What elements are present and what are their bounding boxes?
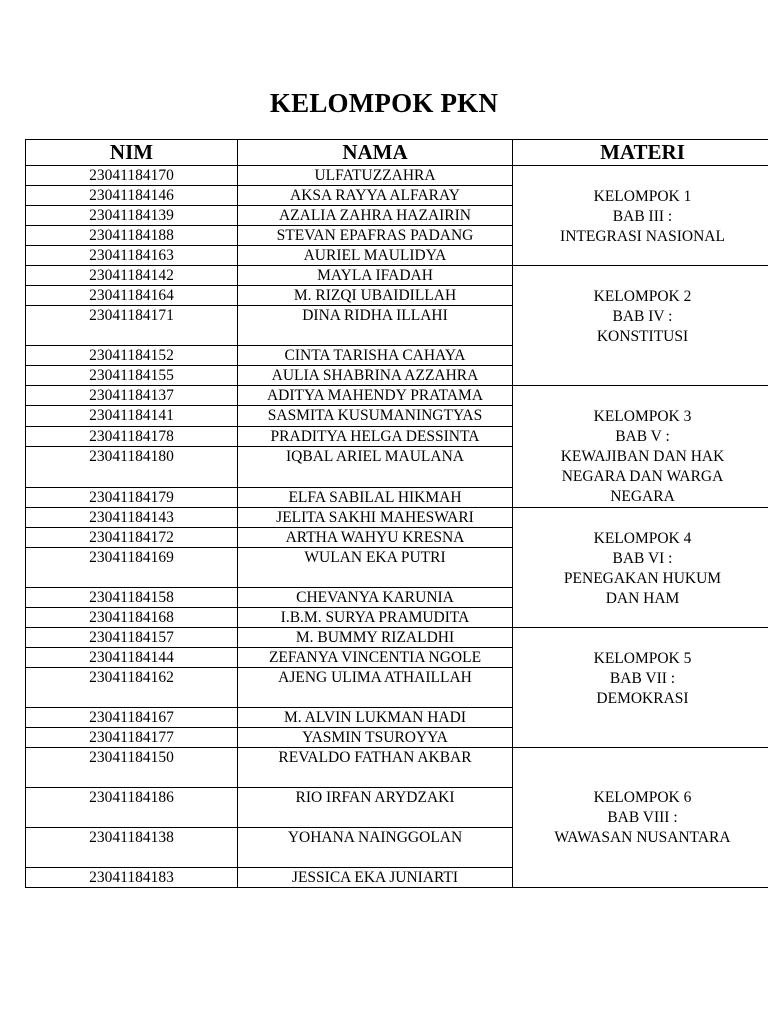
header-nama: NAMA xyxy=(238,140,513,166)
nim-cell: 23041184150 xyxy=(26,748,238,788)
materi-line: KELOMPOK 3 xyxy=(593,408,692,425)
table-body xyxy=(26,166,768,888)
materi-line: KELOMPOK 6 xyxy=(593,788,692,806)
nama-cell: JELITA SAKHI MAHESWARI xyxy=(238,508,513,528)
nama-cell: DINA RIDHA ILLAHI xyxy=(238,306,513,346)
materi-line: NEGARA xyxy=(610,488,675,505)
nim-cell: 23041184139 xyxy=(26,206,238,226)
table-row xyxy=(26,628,768,648)
nama-cell: MAYLA IFADAH xyxy=(238,266,513,286)
nama-cell: AJENG ULIMA ATHAILLAH xyxy=(238,668,513,708)
materi-line: BAB V : xyxy=(615,428,670,445)
materi-line: BAB VI : xyxy=(612,550,673,567)
nim-cell: 23041184178 xyxy=(26,426,238,446)
nama-cell: YOHANA NAINGGOLAN xyxy=(238,828,513,868)
nim-cell: 23041184177 xyxy=(26,728,238,748)
materi-cell xyxy=(513,266,768,386)
nim-cell: 23041184186 xyxy=(26,788,238,828)
nim-cell: 23041184183 xyxy=(26,868,238,888)
nama-cell: ULFATUZZAHRA xyxy=(238,166,513,186)
header-nim: NIM xyxy=(26,140,238,166)
materi-line: WAWASAN NUSANTARA xyxy=(554,828,731,846)
nim-cell: 23041184179 xyxy=(26,487,238,507)
nama-cell: AKSA RAYYA ALFARAY xyxy=(238,186,513,206)
nama-cell: CINTA TARISHA CAHAYA xyxy=(238,346,513,366)
nama-cell: ELFA SABILAL HIKMAH xyxy=(238,487,513,507)
nama-cell: YASMIN TSUROYYA xyxy=(238,728,513,748)
nama-cell: ZEFANYA VINCENTIA NGOLE xyxy=(238,648,513,668)
table-row xyxy=(26,166,768,186)
nama-cell: CHEVANYA KARUNIA xyxy=(238,588,513,608)
nim-cell: 23041184180 xyxy=(26,446,238,487)
nim-cell: 23041184162 xyxy=(26,668,238,708)
nama-cell: RIO IRFAN ARYDZAKI xyxy=(238,788,513,828)
nim-cell: 23041184168 xyxy=(26,608,238,628)
nama-cell: M. ALVIN LUKMAN HADI xyxy=(238,708,513,728)
nim-cell: 23041184171 xyxy=(26,306,238,346)
materi-cell xyxy=(513,508,768,628)
nim-cell: 23041184169 xyxy=(26,548,238,588)
group-table xyxy=(25,139,768,888)
nim-cell: 23041184152 xyxy=(26,346,238,366)
nama-cell: PRADITYA HELGA DESSINTA xyxy=(238,426,513,446)
nim-cell: 23041184144 xyxy=(26,648,238,668)
materi-cell xyxy=(513,748,768,888)
nama-cell: ARTHA WAHYU KRESNA xyxy=(238,528,513,548)
nama-cell: SASMITA KUSUMANINGTYAS xyxy=(238,406,513,426)
page-title: KELOMPOK PKN xyxy=(269,88,499,118)
nim-cell: 23041184167 xyxy=(26,708,238,728)
materi-line: BAB III : xyxy=(612,208,673,225)
nama-cell: AULIA SHABRINA AZZAHRA xyxy=(238,366,513,386)
nim-cell: 23041184188 xyxy=(26,226,238,246)
materi-line: INTEGRASI NASIONAL xyxy=(560,228,725,245)
table-row xyxy=(26,748,768,788)
materi-line: KELOMPOK 1 xyxy=(593,188,692,205)
nim-cell: 23041184163 xyxy=(26,246,238,266)
materi-line: BAB VIII : xyxy=(607,808,678,826)
materi-line: DEMOKRASI xyxy=(596,690,689,707)
materi-cell xyxy=(513,628,768,748)
materi-cell xyxy=(513,166,768,266)
nama-cell: I.B.M. SURYA PRAMUDITA xyxy=(238,608,513,628)
nama-cell: IQBAL ARIEL MAULANA xyxy=(238,446,513,487)
nim-cell: 23041184157 xyxy=(26,628,238,648)
materi-line: KELOMPOK 4 xyxy=(593,530,692,547)
nama-cell: M. BUMMY RIZALDHI xyxy=(238,628,513,648)
nim-cell: 23041184141 xyxy=(26,406,238,426)
nim-cell: 23041184142 xyxy=(26,266,238,286)
nama-cell: ADITYA MAHENDY PRATAMA xyxy=(238,386,513,406)
nama-cell: WULAN EKA PUTRI xyxy=(238,548,513,588)
nim-cell: 23041184146 xyxy=(26,186,238,206)
table-row xyxy=(26,266,768,286)
materi-line: PENEGAKAN HUKUM xyxy=(563,570,722,587)
table-header-row xyxy=(26,140,768,166)
nama-cell: REVALDO FATHAN AKBAR xyxy=(238,748,513,788)
nim-cell: 23041184143 xyxy=(26,508,238,528)
nim-cell: 23041184158 xyxy=(26,588,238,608)
materi-line: KEWAJIBAN DAN HAK xyxy=(560,448,725,465)
nama-cell: AZALIA ZAHRA HAZAIRIN xyxy=(238,206,513,226)
materi-line: NEGARA DAN WARGA xyxy=(561,468,724,485)
nim-cell: 23041184155 xyxy=(26,366,238,386)
nim-cell: 23041184172 xyxy=(26,528,238,548)
nama-cell: M. RIZQI UBAIDILLAH xyxy=(238,286,513,306)
materi-line: KONSTITUSI xyxy=(596,328,689,345)
table-row xyxy=(26,386,768,406)
nama-cell: JESSICA EKA JUNIARTI xyxy=(238,868,513,888)
materi-line: KELOMPOK 2 xyxy=(593,288,692,305)
materi-line: BAB VII : xyxy=(609,670,676,687)
materi-cell xyxy=(513,386,768,508)
materi-line: KELOMPOK 5 xyxy=(593,650,692,667)
nim-cell: 23041184164 xyxy=(26,286,238,306)
nama-cell: STEVAN EPAFRAS PADANG xyxy=(238,226,513,246)
table-row xyxy=(26,508,768,528)
materi-line: DAN HAM xyxy=(605,590,680,607)
nim-cell: 23041184138 xyxy=(26,828,238,868)
materi-line: BAB IV : xyxy=(612,308,673,325)
nama-cell: AURIEL MAULIDYA xyxy=(238,246,513,266)
nim-cell: 23041184170 xyxy=(26,166,238,186)
header-materi: MATERI xyxy=(513,140,768,166)
nim-cell: 23041184137 xyxy=(26,386,238,406)
